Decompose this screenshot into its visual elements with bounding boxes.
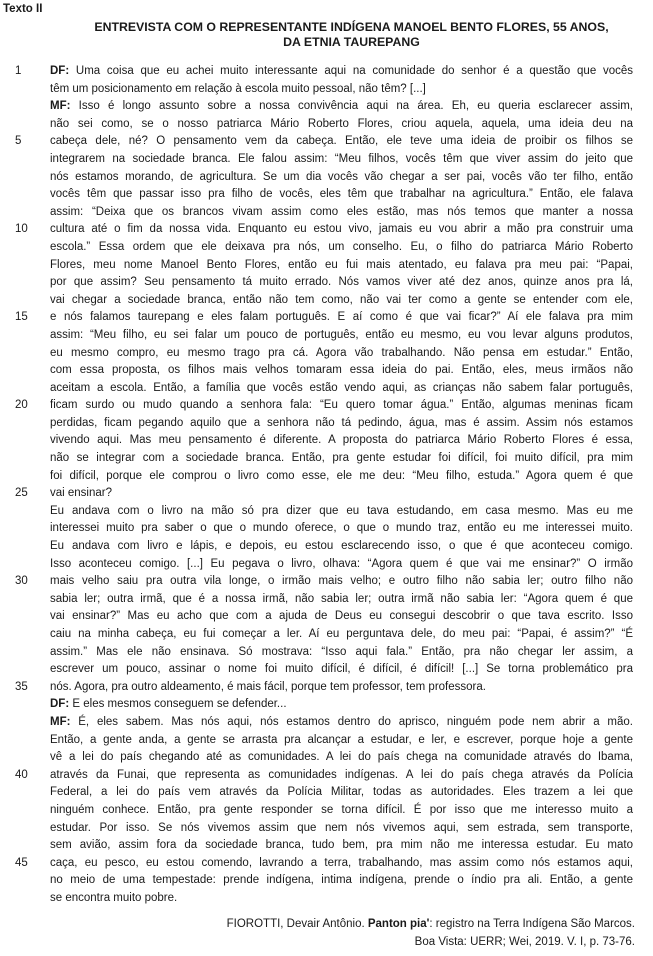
- document-title-line1: ENTREVISTA COM O REPRESENTANTE INDÍGENA MANOEL BENTO FLORES, 55 ANOS,: [94, 20, 609, 34]
- citation-subtitle: : registro na Terra Indígena São Marcos.: [429, 918, 635, 930]
- text-line: caiu na minha cabeça, eu fui começar a ler. Aí eu perguntava dele, do meu pai: “Papai, é assim?” “É: [50, 628, 633, 640]
- text-line: 15 e nós falamos taurepang e eles falam português. E aí como é que vai ficar?” Aí ele falava pra mim: [50, 309, 633, 327]
- text-line: 1 DF: Uma coisa que eu achei muito interessante aqui na comunidade do senhor é a questão que vocês: [50, 63, 633, 81]
- text-line: por que assim? Seu pensamento tá muito errado. Nós vamos viver até dez anos, quinze anos pra lá,: [50, 276, 633, 289]
- line-number: 10: [15, 223, 28, 236]
- text-line: 45 caça, eu pesco, eu estou comendo, lavrando a terra, trabalhando, mas assim como nós estamos aqui,: [50, 855, 633, 873]
- citation-work-title: Panton pia': [367, 918, 430, 930]
- line-number: 45: [15, 856, 28, 869]
- text-line: Eu andava com livro e lápis, e depois, eu estou esclarecendo isso, o que é que aconteceu comigo.: [50, 540, 633, 553]
- text-line: 25 vai ensinar?: [50, 485, 633, 503]
- citation-line2: Boa Vista: UERR; Wei, 2019. V. I, p. 73-76.: [414, 935, 635, 948]
- text-line: Flores, meu nome Manoel Bento Flores, então eu fui mais atentado, eu falava pra meu pai: “Papai,: [50, 258, 633, 271]
- citation-line1: [50, 916, 635, 934]
- document-title: [50, 20, 653, 49]
- text-line: assim: “Meu filho, eu sei falar um pouco de português, então eu mesmo, eu vou levar alguns produtos,: [50, 328, 633, 341]
- text-line: aceitam a escola. Então, a família que vocês estão vendo aqui, as crianças não sabem falar português,: [50, 381, 633, 394]
- line-number: 15: [15, 311, 28, 324]
- text-line: no meio de uma tempestade: prende indígena, intima indígena, prende o índio pra ali. Então, a gente: [50, 874, 633, 887]
- speaker-label: MF:: [50, 100, 71, 113]
- text-line: assim.” Mas ele não ensinava. Só mostrava: “Isso aqui fala.” Então, pra não chegar ler assim, a: [50, 645, 633, 658]
- text-line: nós estamos morando, de agricultura. Se um dia vocês vão chegar a ser pai, vocês vão ter filho, então: [50, 170, 633, 183]
- text-line: Isso aconteceu comigo. [...] Eu pegava o livro, olhava: “Agora quem é que vai me ensinar?” O irmão: [50, 557, 633, 570]
- text-section-label: Texto II: [3, 3, 43, 15]
- line-number: 35: [15, 680, 28, 693]
- text-line: eu mesmo compro, eu mesmo trago pra cá. Agora vão trabalhando. Não pensa em estudar.” Então,: [50, 346, 633, 359]
- text-line: 35 nós. Agora, pra outro aldeamento, é mais fácil, porque tem professor, tem professora.: [50, 679, 633, 697]
- text-line: estudar. Por isso. Se nós vivemos assim que nem nós vivemos aqui, sem estrada, sem transporte,: [50, 821, 633, 834]
- text-line: integrarem na sociedade branca. Ele falou assim: “Meu filhos, vocês têm que viver assim do jeito que: [50, 152, 633, 165]
- text-line: sabia ler; outra irmã, que é a nossa irmã, não sabia ler; outra irmã não sabia ler: “Agora quem é que: [50, 592, 633, 605]
- line-number: 20: [15, 399, 28, 412]
- text-line: 5 cabeça dele, né? O pensamento vem da cabeça. Então, ele teve uma ideia de proibir os filhos se: [50, 133, 633, 151]
- text-line: não sei como, se o nosso patriarca Mário Roberto Flores, criou aquela, aquela, uma ideia deu na: [50, 117, 633, 130]
- text-line: perdidas, ficam pegando aquilo que a senhora não tá pedindo, água, mas é assim. Assim nós estamos: [50, 416, 633, 429]
- text-line: interessei muito pra saber o que o mundo oferece, o que o mundo traz, então eu me interessei muito.: [50, 522, 633, 535]
- text-line: MF: Isso é longo assunto sobre a nossa convivência aqui na área. Eh, eu queria esclarecer assim,: [50, 100, 633, 113]
- text-line: com essa proposta, os filhos mais velhos tomaram essa ideia do pai. Então, eles, meus irmãos não: [50, 364, 633, 377]
- text-line: vê a lei do país chegando até as comunidades. A lei do país chega na comunidade através do Ibama,: [50, 751, 633, 764]
- speaker-label: MF:: [50, 715, 71, 728]
- line-number: 40: [15, 768, 28, 781]
- text-line: 10 cultura até o fim da nossa vida. Enquanto eu estou vivo, jamais eu vou abrir a mão pra construir uma: [50, 221, 633, 239]
- text-line: não se integrar com a sociedade branca. Então, pra gente estudar foi difícil, foi muito difícil, pra mim: [50, 452, 633, 465]
- line-number: 1: [15, 65, 22, 77]
- speaker-label: DF:: [50, 698, 70, 711]
- text-line: ninguém conhece. Então, pra gente responder se torna difícil. É por isso que me interesso muito a: [50, 803, 633, 816]
- document-title-line2: DA ETNIA TAUREPANG: [283, 34, 420, 49]
- line-number: 5: [15, 135, 22, 148]
- text-line: vai chegar a sociedade branca, então não tem como, não vai ter como a gente se entender com ele,: [50, 293, 633, 306]
- text-line: Federal, a lei do país vem através da Polícia Militar, todas as autoridades. Eles trazem a lei que: [50, 786, 633, 799]
- text-line: escrever um pouco, assinar o nome foi muito difícil, é difícil, é difícil! [...] Se torna problemático pra: [50, 663, 633, 676]
- line-number: 25: [15, 487, 28, 500]
- citation-author: FIOROTTI, Devair Antônio.: [226, 918, 368, 930]
- text-line: MF: É, eles sabem. Mas nós aqui, nós estamos dentro do aprisco, ninguém pode nem abrir a mão.: [50, 715, 633, 728]
- text-line: têm um posicionamento em relação à escola muito pessoal, não têm? [...]: [50, 82, 426, 95]
- text-line: DF: E eles mesmos conseguem se defender...: [50, 698, 287, 711]
- text-line: Então, a gente anda, a gente se arrasta pra alcançar a estudar, e ler, e escrever, porque hoje a gente: [50, 733, 633, 746]
- text-line: se encontra muito pobre.: [50, 891, 178, 904]
- text-line: sem avião, assim fora da sociedade branca, tudo bem, pra mim não me interessa estudar. Eu mato: [50, 839, 633, 852]
- text-line: escola.” Essa ordem que ele deixava pra nós, um conselho. Eu, o filho do patriarca Mário Roberto: [50, 240, 633, 253]
- text-line: vocês têm que passar isso pra filho de vocês, eles têm que trabalhar na agricultura.” Então, ele falava: [50, 188, 633, 201]
- text-line: 30 mais velho saiu pra outra vila longe, o irmão mais velho; e outro filho não sabia ler; outro filho não: [50, 573, 633, 591]
- text-line: assim: “Deixa que os brancos vivam assim como eles estão, mas nós temos que manter a nossa: [50, 205, 633, 218]
- citation: [50, 916, 635, 951]
- text-line: foi difícil, porque ele comprou o livro como esse, ele me deu: “Meu filho, estuda.” Agora quem é que: [50, 469, 633, 482]
- text-line: Eu andava com o livro na mão só pra dizer que eu tava estudando, em casa mesmo. Mas eu me: [50, 504, 633, 517]
- text-line: 20 ficam surdo ou mudo quando a senhora fala: “Eu quero tomar água.” Então, algumas meninas ficam: [50, 397, 633, 415]
- text-line: vai ensinar?” Mas eu acho que com a ajuda de Deus eu consegui descobrir o que tava escrito. Isso: [50, 610, 633, 623]
- line-number: 30: [15, 575, 28, 588]
- speaker-label: DF:: [50, 65, 70, 77]
- text-line: vivendo aqui. Mas meu pensamento é diferente. A proposta do patriarca Mário Roberto Flores é essa,: [50, 434, 633, 447]
- passage-body: [15, 63, 633, 908]
- text-line: 40 através da Funai, que representa as comunidades indígenas. A lei do país chega através da Polícia: [50, 767, 633, 785]
